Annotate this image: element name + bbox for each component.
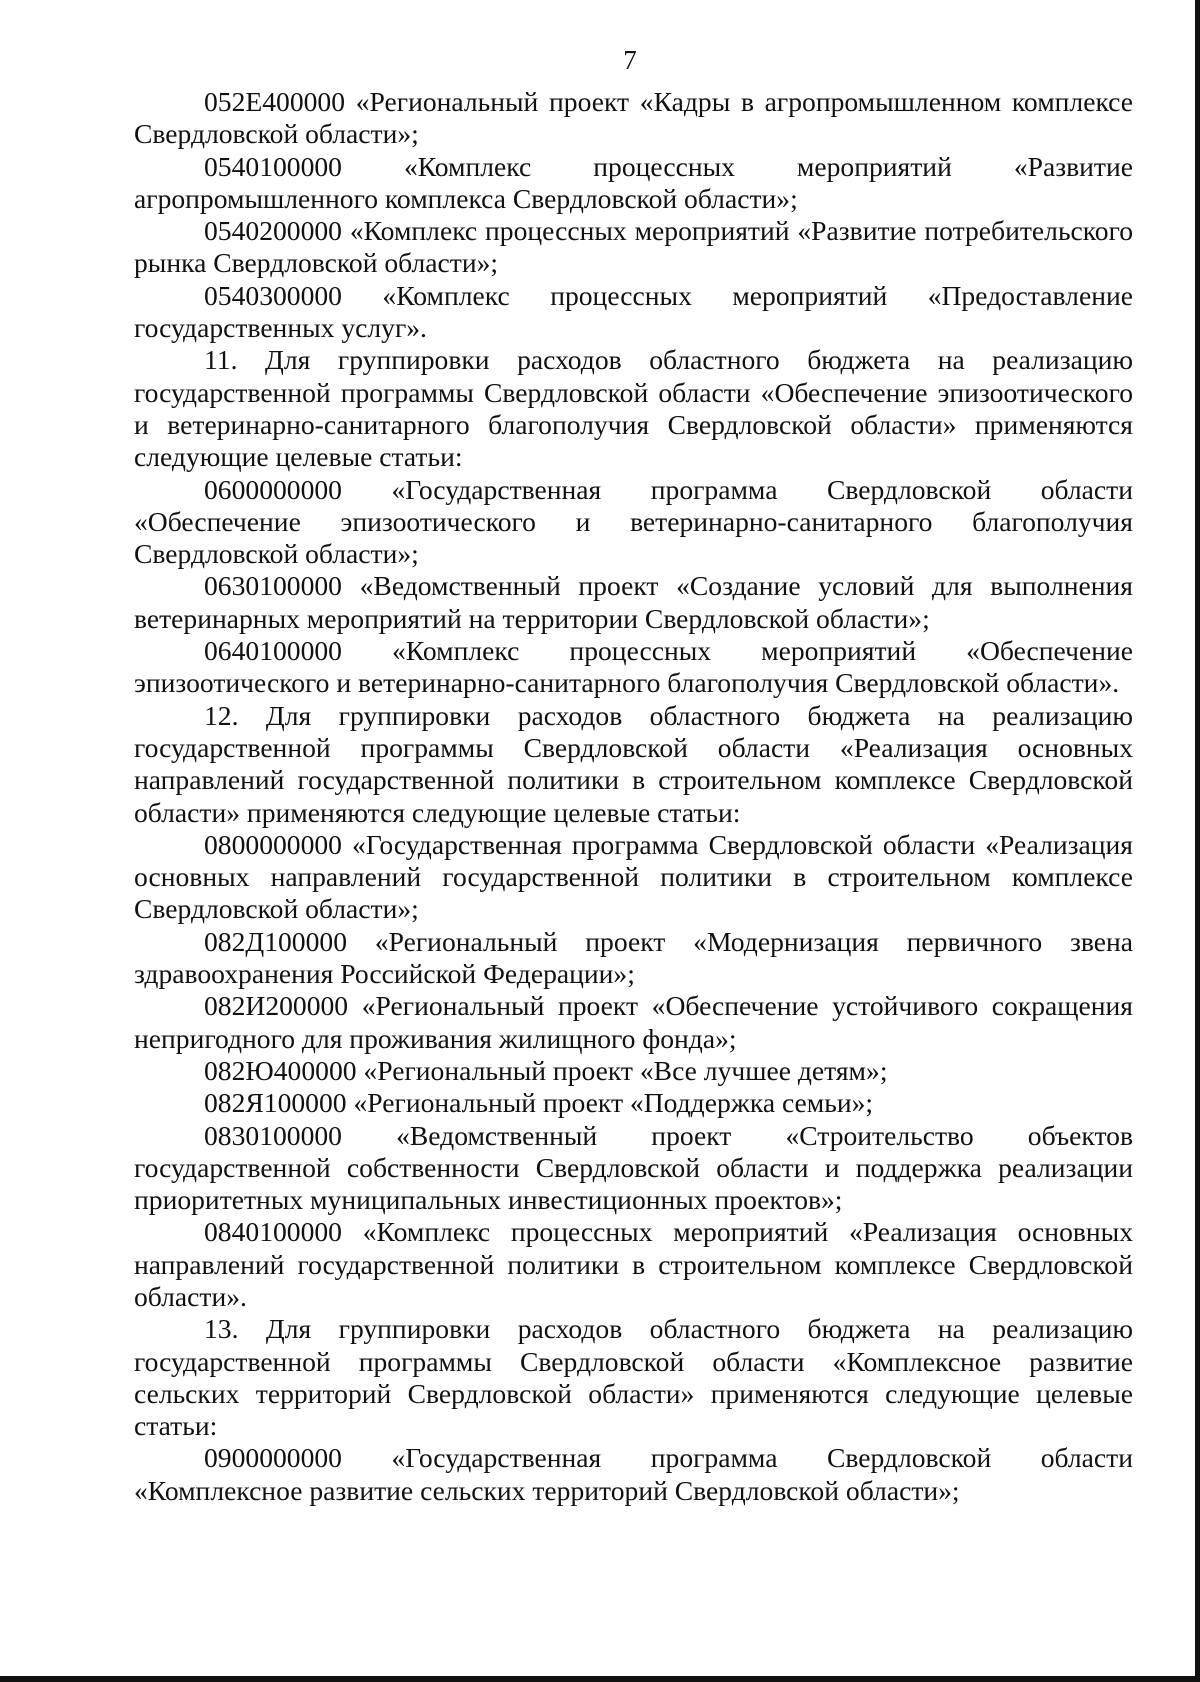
page-edge-right — [1195, 0, 1200, 1682]
paragraph: 0900000000 «Государственная программа Свердловской области «Комплексное развитие сельских территорий Свердловской области»; — [134, 1442, 1133, 1506]
paragraph: 082Д100000 «Региональный проект «Модернизация первичного звена здравоохранения Российской Федерации»; — [134, 925, 1133, 990]
paragraph: 0800000000 «Государственная программа Свердловской области «Реализация основных направлений государственной политики в строительном комплексе Свердловской области»; — [134, 828, 1133, 925]
paragraph: 082И200000 «Региональный проект «Обеспечение устойчивого сокращения непригодного для проживания жилищного фонда»; — [134, 990, 1133, 1054]
paragraph: 052Е400000 «Региональный проект «Кадры в агропромышленном комплексе Свердловской области»; — [134, 86, 1133, 150]
paragraph: 0540300000 «Комплекс процессных мероприятий «Предоставление государственных услуг». — [134, 279, 1133, 344]
paragraph: 0830100000 «Ведомственный проект «Строительство объектов государственной собственности Свердловской области и поддержка реализации приоритетных муниципальных инвестиционных проектов»; — [134, 1119, 1133, 1216]
paragraph: 082Я100000 «Региональный проект «Поддержка семьи»; — [204, 1087, 874, 1119]
page-edge-bottom — [0, 1676, 1200, 1682]
paragraph: 082Ю400000 «Региональный проект «Все лучшее детям»; — [204, 1054, 888, 1086]
paragraph: 0540100000 «Комплекс процессных мероприятий «Развитие агропромышленного комплекса Свердловской области»; — [134, 150, 1133, 214]
paragraph: 13. Для группировки расходов областного бюджета на реализацию государственной программы Свердловской области «Комплексное развитие сельских территорий Свердловской области» применяются следующие целевые статьи: — [134, 1313, 1133, 1442]
paragraph: 12. Для группировки расходов областного бюджета на реализацию государственной программы Свердловской области «Реализация основных направлений государственной политики в строительном комплексе Свердловской области» применяются следующие целевые статьи: — [134, 699, 1133, 828]
paragraph: 0540200000 «Комплекс процессных мероприятий «Развитие потребительского рынка Свердловской области»; — [134, 215, 1133, 279]
paragraph: 0630100000 «Ведомственный проект «Создание условий для выполнения ветеринарных мероприятий на территории Свердловской области»; — [134, 570, 1133, 634]
document-body — [134, 86, 1133, 1507]
paragraph: 0640100000 «Комплекс процессных мероприятий «Обеспечение эпизоотического и ветеринарно-санитарного благополучия Свердловской области». — [134, 635, 1133, 699]
page-number: 7 — [623, 45, 637, 75]
paragraph: 0840100000 «Комплекс процессных мероприятий «Реализация основных направлений государственной политики в строительном комплексе Свердловской области». — [134, 1216, 1133, 1312]
paragraph: 0600000000 «Государственная программа Свердловской области «Обеспечение эпизоотического и ветеринарно-санитарного благополучия Свердловской области»; — [134, 473, 1133, 570]
paragraph: 11. Для группировки расходов областного бюджета на реализацию государственной программы Свердловской области «Обеспечение эпизоотического и ветеринарно-санитарного благополучия Свердловской области» применяются следующие целевые статьи: — [134, 344, 1133, 473]
